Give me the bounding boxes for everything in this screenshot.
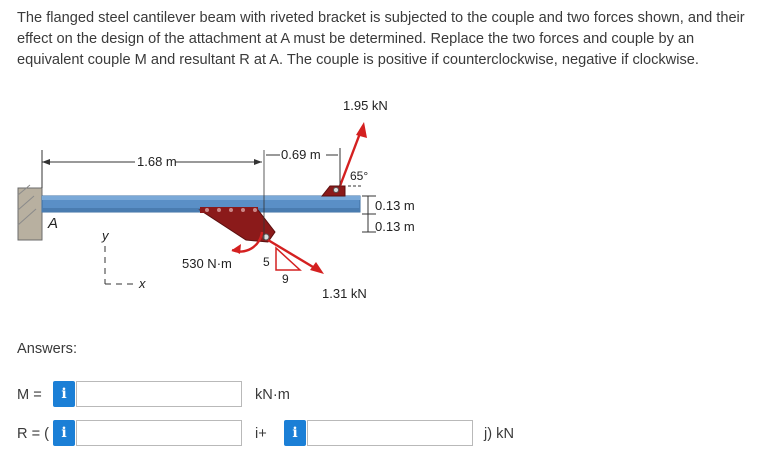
angle-label: 65° — [350, 169, 369, 183]
slope-rise: 5 — [263, 255, 270, 269]
info-icon[interactable]: i — [53, 420, 75, 446]
slope-run: 9 — [282, 272, 289, 286]
m-input[interactable] — [76, 381, 242, 407]
info-icon[interactable]: i — [284, 420, 306, 446]
m-unit: kN·m — [255, 387, 290, 403]
dim-vertical-2: 0.13 m — [375, 219, 415, 234]
force-1-label: 1.95 kN — [343, 98, 388, 113]
r-j-input[interactable] — [307, 420, 473, 446]
force-2-label: 1.31 kN — [322, 286, 367, 301]
info-icon[interactable]: i — [53, 381, 75, 407]
r-i-unit: i+ — [255, 426, 267, 442]
problem-statement: The flanged steel cantilever beam with riveted bracket is subjected to the couple and two forces shown, and their effect on the design of the attachment at A must be determined. Replace the two forces and couple by an equivalent couple M and resultant R at A. The couple is positive if counterclockwise, negative if clockwise. — [17, 10, 745, 68]
dim-horizontal-2: 0.69 m — [281, 147, 321, 162]
axis-y-label: y — [102, 228, 109, 243]
r-j-unit: j) kN — [484, 426, 514, 442]
support-label-a: A — [48, 215, 59, 232]
dim-horizontal-1: 1.68 m — [137, 154, 177, 169]
axis-x-label: x — [139, 276, 146, 291]
r-label: R = ( — [17, 426, 50, 442]
dim-vertical-1: 0.13 m — [375, 198, 415, 213]
r-i-input[interactable] — [76, 420, 242, 446]
answers-heading: Answers: — [17, 341, 78, 357]
couple-label: 530 N·m — [182, 256, 232, 271]
m-label: M = — [17, 387, 42, 403]
